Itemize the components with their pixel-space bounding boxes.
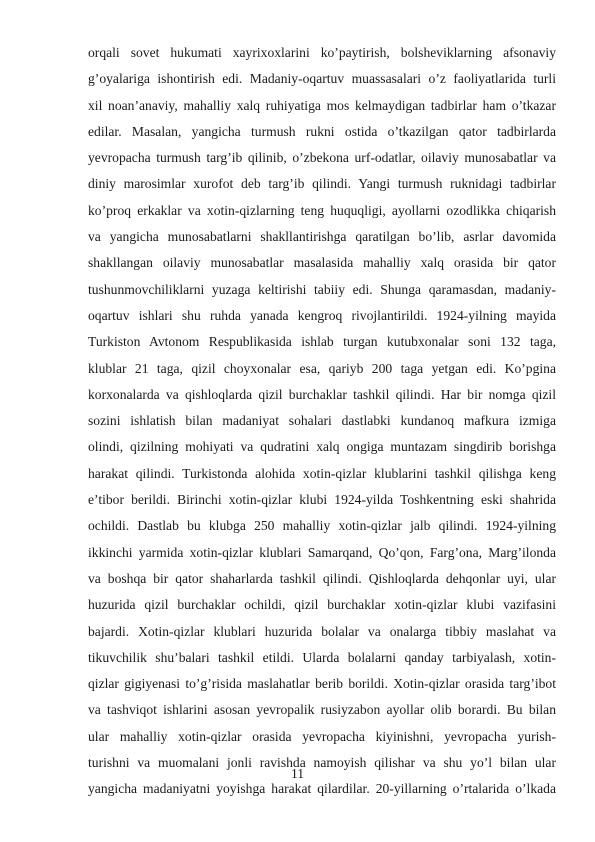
text-line: oqartuv ishlari shu ruhda yanada kengroq rivojlantirildi. 1924-yilning mayida [88, 307, 556, 323]
text-line: tikuvchilik shu’balari tashkil etildi. Ularda bolalarni qanday tarbiyalash, xotin- [88, 649, 556, 665]
text-line: tushunmovchiliklarni yuzaga keltirishi tabiiy edi. Shunga qaramasdan, madaniy- [88, 281, 556, 297]
text-line: edilar. Masalan, yangicha turmush rukni ostida o’tkazilgan qator tadbirlarda [88, 123, 556, 139]
text-line: Turkiston Avtonom Respublikasida ishlab turgan kutubxonalar soni 132 taga, [88, 334, 556, 350]
text-line: harakat qilindi. Turkistonda alohida xotin-qizlar klublarini tashkil qilishga keng [88, 465, 556, 481]
text-line: va boshqa bir qator shaharlarda tashkil qilindi. Qishloqlarda dehqonlar uyi, ular [88, 570, 556, 586]
page-number: 11 [290, 766, 305, 781]
text-line: yangicha madaniyatni yoyishga harakat qilardilar. 20-yillarning o’rtalarida o’lkada [88, 781, 556, 797]
text-line: ochildi. Dastlab bu klubga 250 mahalliy xotin-qizlar jalb qilindi. 1924-yilning [88, 518, 556, 534]
body-paragraph [88, 40, 556, 803]
text-line: e’tibor berildi. Birinchi xotin-qizlar klubi 1924-yilda Toshkentning eski shahrida [88, 492, 556, 508]
text-line: diniy marosimlar xurofot deb targ’ib qilindi. Yangi turmush ruknidagi tadbirlar [88, 176, 556, 192]
text-line: g’oyalariga ishontirish edi. Madaniy-oqartuv muassasalari o’z faoliyatlarida turli [88, 71, 556, 87]
text-line: turishni va muomalani jonli ravishda namoyish qilishar va shu yo’l bilan ular [88, 755, 556, 771]
text-line: orqali sovet hukumati xayrixoxlarini ko’paytirish, bolsheviklarning afsonaviy [88, 45, 556, 60]
text-line: ko’proq erkaklar va xotin-qizlarning teng huquqligi, ayollarni ozodlikka chiqarish [88, 202, 556, 218]
text-line: ular mahalliy xotin-qizlar orasida yevropacha kiyinishni, yevropacha yurish- [88, 728, 556, 744]
text-line: yevropacha turmush targ’ib qilinib, o’zbekona urf-odatlar, oilaviy munosabatlar va [88, 150, 556, 166]
text-line: shakllangan oilaviy munosabatlar masalasida mahalliy xalq orasida bir qator [88, 255, 556, 271]
text-line: va yangicha munosabatlarni shakllantirishga qaratilgan bo’lib, asrlar davomida [88, 229, 556, 245]
text-line: olindi, qizilning mohiyati va qudratini xalq ongiga muntazam singdirib borishga [88, 439, 556, 455]
text-line: huzurida qizil burchaklar ochildi, qizil burchaklar xotin-qizlar klubi vazifasini [88, 597, 556, 613]
text-line: qizlar gigiyenasi to’g’risida maslahatlar berib borildi. Xotin-qizlar orasida targ’ibot [88, 676, 556, 692]
text-line: va tashviqot ishlarini asosan yevropalik rusiyzabon ayollar olib borardi. Bu bilan [88, 702, 556, 718]
text-line: bajardi. Xotin-qizlar klublari huzurida bolalar va onalarga tibbiy maslahat va [88, 623, 556, 639]
text-line: klublar 21 taga, qizil choyxonalar esa, qariyb 200 taga yetgan edi. Ko’pgina [88, 360, 556, 376]
text-line: ikkinchi yarmida xotin-qizlar klublari Samarqand, Qo’qon, Farg’ona, Marg’ilonda [88, 544, 556, 560]
text-line: sozini ishlatish bilan madaniyat sohalari dastlabki kundanoq mafkura izmiga [88, 413, 556, 429]
text-line: xil noan’anaviy, mahalliy xalq ruhiyatiga mos kelmaydigan tadbirlar ham o’tkazar [88, 97, 556, 113]
text-line: korxonalarda va qishloqlarda qizil burchaklar tashkil qilindi. Har bir nomga qizil [88, 386, 556, 402]
